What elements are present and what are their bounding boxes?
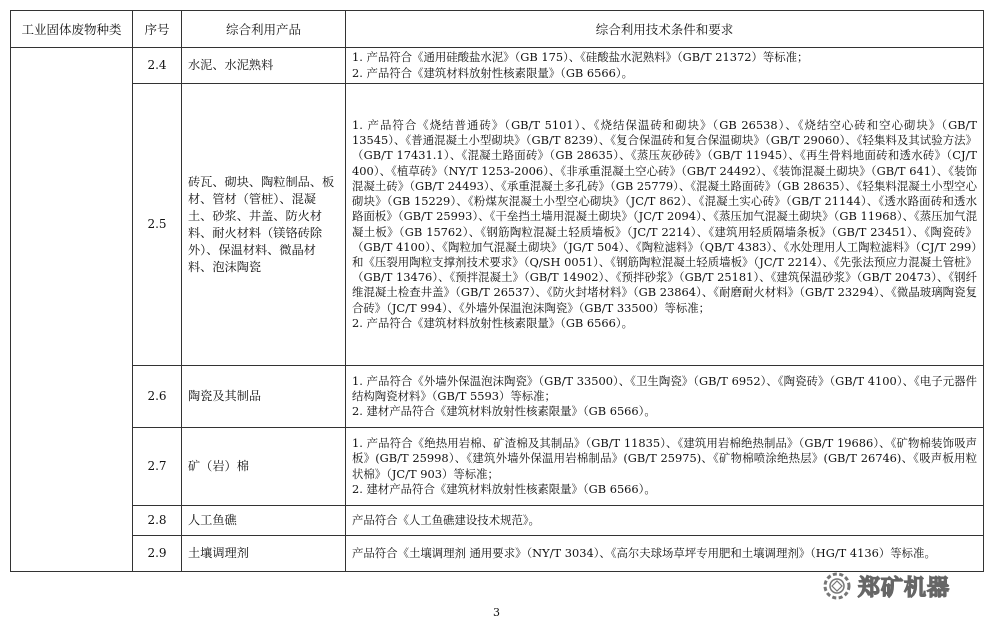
requirement-line: 产品符合《人工鱼礁建设技术规范》。 — [352, 512, 540, 527]
requirement-line: 1. 产品符合《绝热用岩棉、矿渣棉及其制品》（GB/T 11835）、《建筑用岩棉绝热制品》（GB/T 19686）、《矿物棉装饰吸声板》(GB/T 25998）、《建筑外墙外保温用岩棉制品》(GB/T 25975)、《矿物棉喷涂绝热层》(GB/T 26746)、《吸声板用粒状棉》（JC/T 903）等标准； — [352, 436, 977, 481]
requirement-line: 1. 产品符合《通用硅酸盐水泥》（GB 175）、《硅酸盐水泥熟料》（GB/T 21372）等标准； — [352, 50, 809, 65]
table-row — [11, 48, 984, 84]
table-header-row — [11, 11, 984, 48]
row-product: 陶瓷及其制品 — [182, 366, 346, 428]
table-row — [11, 366, 984, 428]
utilization-table — [10, 10, 984, 572]
row-product: 土壤调理剂 — [182, 536, 346, 572]
header-category: 工业固体废物种类 — [11, 11, 133, 48]
row-number: 2.7 — [133, 428, 182, 506]
requirement-line: 1. 产品符合《烧结普通砖》（GB/T 5101）、《烧结保温砖和砌块》（GB 26538）、《烧结空心砖和空心砌块》（GB/T 13545）、《普通混凝土小型砌块》（GB/T 8239）、《复合保温砖和复合保温砌块》（GB/T 29060）、《轻集料及其试验方法》（GB/T 17431.1）、《混凝土路面砖》（GB 28635）、《蒸压灰砂砖》（GB/T 11945）、《再生骨料地面砖和透水砖》（CJ/T 400）、《植草砖》（NY/T 1253-2006）、《非承重混凝土空心砖》（GB/T 24492）、《装饰混凝土砌块》（GB/T 641）、《装饰混凝土砖》（GB/T 24493）、《承重混凝土多孔砖》（GB 25779）、《混凝土路面砖》（GB 28635）、《轻集料混凝土小型空心砌块》（GB 15229）、《粉煤灰混凝土小型空心砌块》（JC/T 862）、《混凝土实心砖》（GB/T 21144）、《透水路面砖和透水路面板》（GB/T 25993）、《干垒挡土墙用混凝土砌块》（JC/T 2094）、《蒸压加气混凝土砌块》（GB 11968）、《蒸压加气混凝土板》（GB 15762）、《钢筋陶粒混凝土轻质墙板》（JC/T 2214）、《建筑用轻质隔墙条板》（GB/T 23451）、《陶瓷砖》（GB/T 4100）、《陶粒加气混凝土砌块》（JG/T 504）、《陶粒滤料》（QB/T 4383）、《水处理用人工陶粒滤料》（CJ/T 299）和《压裂用陶粒支撑剂技术要求》（Q/SH 0051）、《钢筋陶粒混凝土轻质墙板》（JC/T 2214）、《先张法预应力混凝土管桩》（GB/T 13476）、《预拌混凝土》（GB/T 14902）、《预拌砂浆》（GB/T 25181）、《建筑保温砂浆》（GB/T 20473）、《钢纤维混凝土检查井盖》（GB/T 26537）、《防火封堵材料》（GB 23864）、《耐磨耐火材料》（GB/T 23294）、《微晶玻璃陶瓷复合砖》（JC/T 994）、《外墙外保温泡沫陶瓷》（GB/T 33500）等标准； — [352, 118, 977, 315]
table-row — [11, 428, 984, 506]
gear-logo-icon — [820, 569, 854, 603]
row-number: 2.5 — [133, 84, 182, 366]
table-row — [11, 506, 984, 536]
row-number: 2.6 — [133, 366, 182, 428]
page-number: 3 — [493, 606, 500, 619]
requirement-line: 2. 建材产品符合《建筑材料放射性核素限量》（GB 6566）。 — [352, 481, 656, 496]
row-requirements — [346, 428, 984, 506]
row-requirements — [346, 366, 984, 428]
standards-table-page — [10, 10, 983, 572]
requirement-line: 2. 产品符合《建筑材料放射性核素限量》（GB 6566）。 — [352, 315, 633, 330]
watermark-logo — [820, 566, 985, 606]
requirement-line: 2. 建材产品符合《建筑材料放射性核素限量》（GB 6566）。 — [352, 404, 656, 419]
row-requirements — [346, 48, 984, 84]
header-number: 序号 — [133, 11, 182, 48]
row-product: 矿（岩）棉 — [182, 428, 346, 506]
row-number: 2.9 — [133, 536, 182, 572]
requirement-line: 2. 产品符合《建筑材料放射性核素限量》（GB 6566）。 — [352, 65, 633, 80]
table-row — [11, 84, 984, 366]
header-requirements: 综合利用技术条件和要求 — [346, 11, 984, 48]
row-number: 2.4 — [133, 48, 182, 84]
row-product: 砖瓦、砌块、陶粒制品、板材、管材（管桩）、混凝土、砂浆、井盖、防火材料、耐火材料（镁铬砖除外）、保温材料、微晶材料、泡沫陶瓷 — [182, 84, 346, 366]
header-product: 综合利用产品 — [182, 11, 346, 48]
row-product: 人工鱼礁 — [182, 506, 346, 536]
row-requirements — [346, 506, 984, 536]
requirement-line: 产品符合《土壤调理剂 通用要求》（NY/T 3034）、《高尔夫球场草坪专用肥和土壤调理剂》（HG/T 4136）等标准。 — [352, 545, 936, 560]
row-number: 2.8 — [133, 506, 182, 536]
category-cell — [11, 48, 133, 572]
requirement-line: 1. 产品符合《外墙外保温泡沫陶瓷》（GB/T 33500）、《卫生陶瓷》（GB/T 6952）、《陶瓷砖》（GB/T 4100）、《电子元器件结构陶瓷材料》（GB/T 5593）等标准； — [352, 373, 977, 403]
watermark-text: 郑矿机器 — [858, 575, 951, 601]
row-product: 水泥、水泥熟料 — [182, 48, 346, 84]
row-requirements — [346, 84, 984, 366]
